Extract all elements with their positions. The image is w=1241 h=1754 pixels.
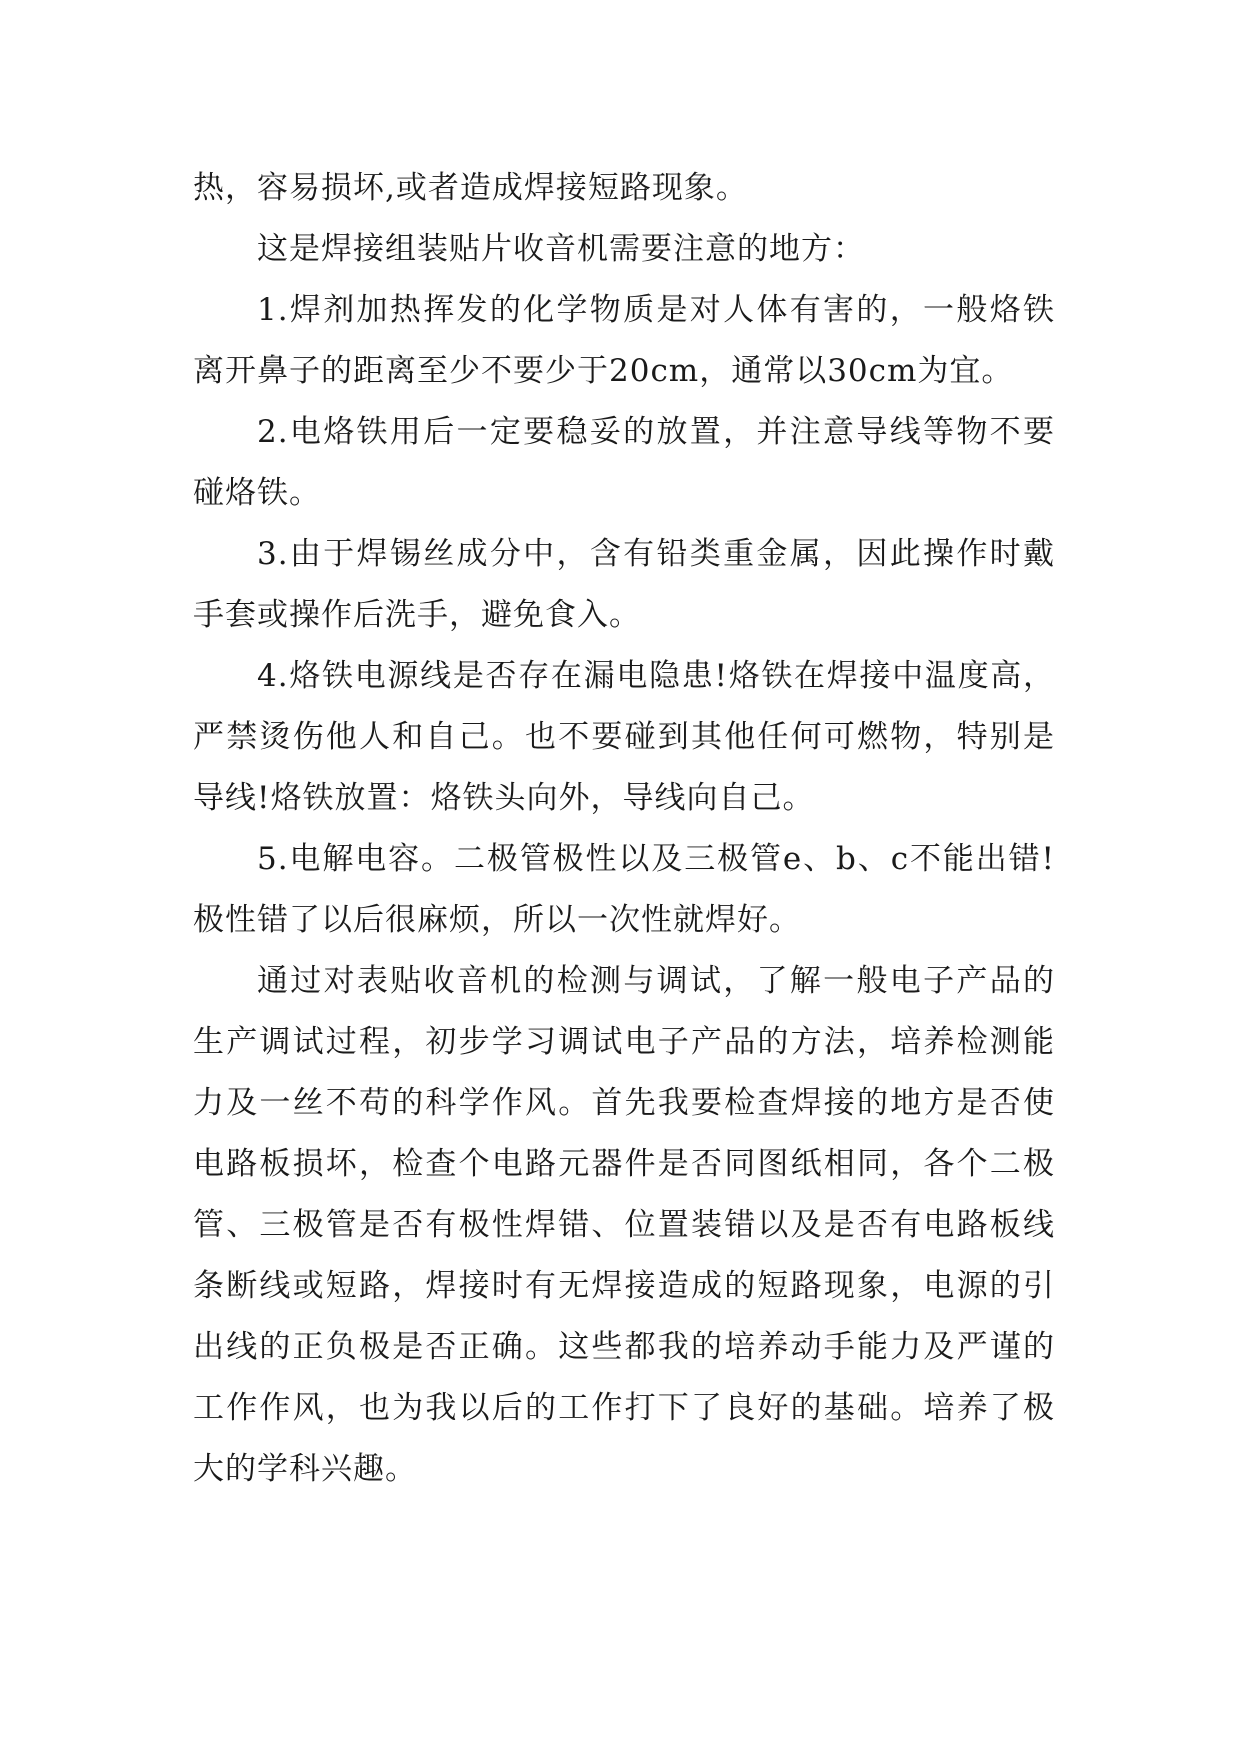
paragraph-item-1: 1.焊剂加热挥发的化学物质是对人体有害的，一般烙铁离开鼻子的距离至少不要少于20cm，通常以30cm为宜。 (193, 292, 1055, 389)
paragraph-continuation: 热，容易损坏,或者造成焊接短路现象。 (193, 170, 748, 206)
paragraph-item-5: 5.电解电容。二极管极性以及三极管e、b、c不能出错!极性错了以后很麻烦，所以一次性就焊好。 (193, 841, 1055, 938)
paragraph-item-4: 4.烙铁电源线是否存在漏电隐患!烙铁在焊接中温度高，严禁烫伤他人和自己。也不要碰到其他任何可燃物，特别是导线!烙铁放置：烙铁头向外，导线向自己。 (193, 658, 1055, 816)
paragraph-item-2: 2.电烙铁用后一定要稳妥的放置，并注意导线等物不要碰烙铁。 (193, 414, 1055, 511)
paragraph-intro: 这是焊接组装贴片收音机需要注意的地方： (257, 231, 865, 267)
document-body (193, 158, 1055, 1500)
paragraph-conclusion: 通过对表贴收音机的检测与调试，了解一般电子产品的生产调试过程，初步学习调试电子产品的方法，培养检测能力及一丝不苟的科学作风。首先我要检查焊接的地方是否使电路板损坏，检查个电路元器件是否同图纸相同，各个二极管、三极管是否有极性焊错、位置装错以及是否有电路板线条断线或短路，焊接时有无焊接造成的短路现象，电源的引出线的正负极是否正确。这些都我的培养动手能力及严谨的工作作风，也为我以后的工作打下了良好的基础。培养了极大的学科兴趣。 (193, 963, 1055, 1487)
paragraph-item-3: 3.由于焊锡丝成分中，含有铅类重金属，因此操作时戴手套或操作后洗手，避免食入。 (193, 536, 1055, 633)
